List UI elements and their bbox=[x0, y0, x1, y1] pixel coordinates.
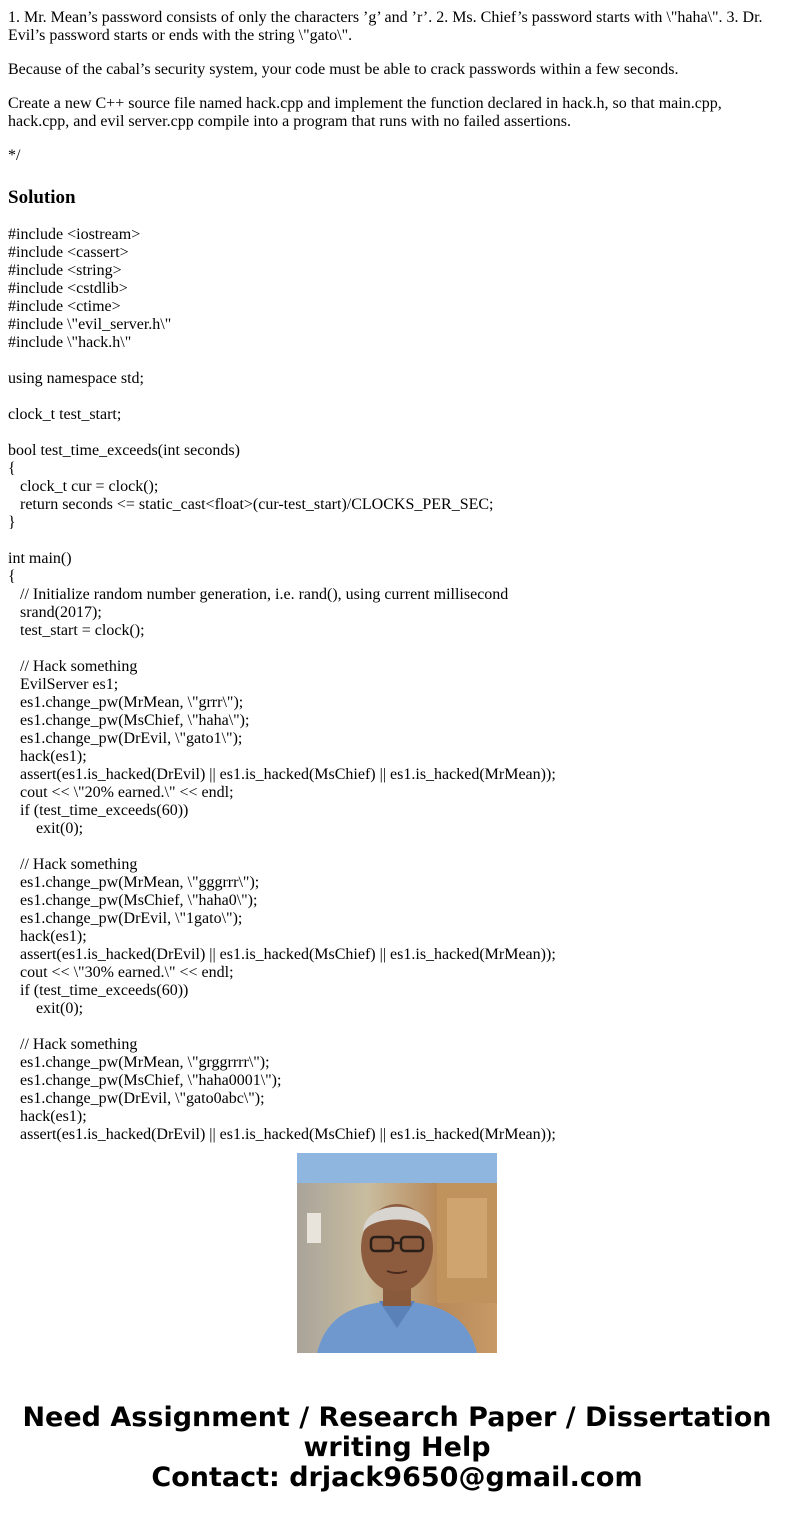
code-line: es1.change_pw(MsChief, \"haha0001\"); bbox=[8, 1072, 282, 1089]
code-line: EvilServer es1; bbox=[8, 676, 119, 693]
code-line: es1.change_pw(DrEvil, \"gato1\"); bbox=[8, 730, 243, 747]
promo-line-1: Need Assignment / Research Paper / Dissertation bbox=[22, 1402, 772, 1433]
code-line: hack(es1); bbox=[8, 928, 87, 945]
code-line: exit(0); bbox=[8, 820, 84, 837]
code-line: #include <cstdlib> bbox=[8, 280, 128, 297]
code-line: es1.change_pw(DrEvil, \"1gato\"); bbox=[8, 910, 243, 927]
code-line bbox=[8, 640, 786, 658]
code-line: es1.change_pw(MrMean, \"grrr\"); bbox=[8, 694, 244, 711]
code-line: cout << \"20% earned.\" << endl; bbox=[8, 784, 234, 801]
comment-end: */ bbox=[8, 147, 21, 164]
code-line: hack(es1); bbox=[8, 748, 87, 765]
promo-line-2: writing Help bbox=[303, 1432, 491, 1463]
code-line: return seconds <= static_cast<float>(cur-test_start)/CLOCKS_PER_SEC; bbox=[8, 496, 494, 513]
problem-rules: 1. Mr. Mean’s password consists of only the characters ’g’ and ’r’. 2. Ms. Chief’s password starts with \"haha\". 3. Dr. Evil’s password starts or ends with the string \"gato\". bbox=[8, 9, 767, 44]
code-line: } bbox=[8, 514, 16, 531]
code-line: if (test_time_exceeds(60)) bbox=[8, 802, 189, 819]
code-line: es1.change_pw(MrMean, \"gggrrr\"); bbox=[8, 874, 260, 891]
code-line: { bbox=[8, 460, 16, 477]
solution-code-block bbox=[8, 226, 786, 1143]
article-content bbox=[8, 9, 786, 1143]
code-line: #include \"evil_server.h\" bbox=[8, 316, 172, 333]
code-line: assert(es1.is_hacked(DrEvil) || es1.is_hacked(MsChief) || es1.is_hacked(MrMean)); bbox=[8, 946, 556, 963]
code-line: { bbox=[8, 568, 16, 585]
code-line: test_start = clock(); bbox=[8, 622, 145, 639]
code-line: using namespace std; bbox=[8, 370, 144, 387]
code-line: // Hack something bbox=[8, 1036, 138, 1053]
code-line: clock_t cur = clock(); bbox=[8, 478, 159, 495]
security-note: Because of the cabal’s security system, your code must be able to crack passwords within a few seconds. bbox=[8, 61, 679, 78]
code-line: exit(0); bbox=[8, 1000, 84, 1017]
code-line: assert(es1.is_hacked(DrEvil) || es1.is_hacked(MsChief) || es1.is_hacked(MrMean)); bbox=[8, 766, 556, 783]
code-line: srand(2017); bbox=[8, 604, 102, 621]
code-line: assert(es1.is_hacked(DrEvil) || es1.is_hacked(MsChief) || es1.is_hacked(MrMean)); bbox=[8, 1126, 556, 1143]
task-description: Create a new C++ source file named hack.cpp and implement the function declared in hack.h, so that main.cpp, hack.cpp, and evil server.cpp compile into a program that runs with no failed assertions. bbox=[8, 95, 726, 130]
code-line: es1.change_pw(MrMean, \"grggrrrr\"); bbox=[8, 1054, 270, 1071]
code-line: es1.change_pw(MsChief, \"haha\"); bbox=[8, 712, 250, 729]
code-line: #include <ctime> bbox=[8, 298, 121, 315]
solution-heading: Solution bbox=[8, 187, 76, 208]
code-line bbox=[8, 1018, 786, 1036]
code-line: if (test_time_exceeds(60)) bbox=[8, 982, 189, 999]
code-line bbox=[8, 352, 786, 370]
code-line: es1.change_pw(MsChief, \"haha0\"); bbox=[8, 892, 258, 909]
code-line: // Initialize random number generation, i.e. rand(), using current millisecond bbox=[8, 586, 509, 603]
code-line: int main() bbox=[8, 550, 72, 567]
code-line: bool test_time_exceeds(int seconds) bbox=[8, 442, 240, 459]
code-line: es1.change_pw(DrEvil, \"gato0abc\"); bbox=[8, 1090, 265, 1107]
code-line bbox=[8, 838, 786, 856]
code-line: // Hack something bbox=[8, 658, 138, 675]
code-line: #include \"hack.h\" bbox=[8, 334, 132, 351]
code-line: clock_t test_start; bbox=[8, 406, 122, 423]
code-line bbox=[8, 388, 786, 406]
code-line bbox=[8, 532, 786, 550]
promo-contact: Contact: drjack9650@gmail.com bbox=[151, 1462, 643, 1493]
code-line: #include <cassert> bbox=[8, 244, 129, 261]
code-line: #include <string> bbox=[8, 262, 122, 279]
code-line: hack(es1); bbox=[8, 1108, 87, 1125]
author-portrait-image bbox=[297, 1153, 497, 1353]
author-avatar bbox=[297, 1153, 497, 1353]
code-line: // Hack something bbox=[8, 856, 138, 873]
promo-footer bbox=[0, 1403, 794, 1493]
code-line: cout << \"30% earned.\" << endl; bbox=[8, 964, 234, 981]
code-line bbox=[8, 424, 786, 442]
code-line: #include <iostream> bbox=[8, 226, 141, 243]
